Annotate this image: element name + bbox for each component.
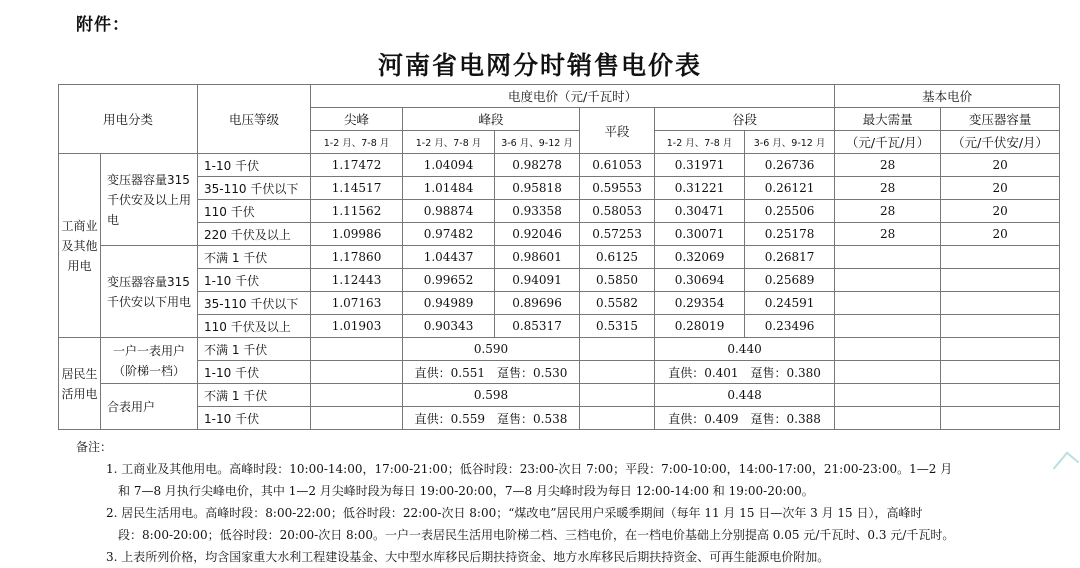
price-cell: 0.59553 bbox=[580, 177, 655, 200]
voltage-cell: 35-110 千伏以下 bbox=[198, 177, 311, 200]
header-max-demand-unit: （元/千瓦/月） bbox=[835, 131, 941, 154]
basic-price-cell: 20 bbox=[941, 177, 1060, 200]
basic-price-cell bbox=[835, 269, 941, 292]
header-energy-price: 电度电价（元/千瓦时） bbox=[311, 85, 835, 108]
price-cell: 0.31221 bbox=[655, 177, 745, 200]
price-cell: 0.29354 bbox=[655, 292, 745, 315]
basic-price-cell: 20 bbox=[941, 223, 1060, 246]
price-cell: 0.24591 bbox=[745, 292, 835, 315]
empty-cell bbox=[580, 361, 655, 384]
header-valley: 谷段 bbox=[655, 108, 835, 131]
resident-valley-price: 直供：0.401 趸售：0.380 bbox=[655, 361, 835, 384]
table-row bbox=[59, 223, 1060, 246]
group-resident: 居民生活用电 bbox=[59, 338, 101, 430]
voltage-cell: 1-10 千伏 bbox=[198, 154, 311, 177]
price-cell: 0.98601 bbox=[495, 246, 580, 269]
basic-price-cell: 28 bbox=[835, 200, 941, 223]
table-row bbox=[59, 338, 1060, 361]
price-cell: 1.11562 bbox=[311, 200, 403, 223]
group-large-transformer: 变压器容量315 千伏安及以上用电 bbox=[101, 154, 198, 246]
group-combined: 合表用户 bbox=[101, 384, 198, 430]
price-cell: 1.04437 bbox=[403, 246, 495, 269]
voltage-cell: 35-110 千伏以下 bbox=[198, 292, 311, 315]
voltage-cell: 不满 1 千伏 bbox=[198, 246, 311, 269]
empty-cell bbox=[311, 338, 403, 361]
voltage-cell: 1-10 千伏 bbox=[198, 407, 311, 430]
resident-valley-price: 0.440 bbox=[655, 338, 835, 361]
empty-cell bbox=[835, 384, 941, 407]
price-cell: 0.57253 bbox=[580, 223, 655, 246]
voltage-cell: 110 千伏 bbox=[198, 200, 311, 223]
price-cell: 0.93358 bbox=[495, 200, 580, 223]
price-cell: 0.61053 bbox=[580, 154, 655, 177]
basic-price-cell bbox=[941, 292, 1060, 315]
price-cell: 0.26121 bbox=[745, 177, 835, 200]
basic-price-cell: 28 bbox=[835, 177, 941, 200]
price-cell: 0.5315 bbox=[580, 315, 655, 338]
group-small-transformer: 变压器容量315 千伏安以下用电 bbox=[101, 246, 198, 338]
header-months-peak-other: 3-6 月、9-12 月 bbox=[495, 131, 580, 154]
voltage-cell: 1-10 千伏 bbox=[198, 361, 311, 384]
price-cell: 0.26817 bbox=[745, 246, 835, 269]
header-peak: 峰段 bbox=[403, 108, 580, 131]
note-2-continued: 段：8:00-20:00；低谷时段：20:00-次日 8:00。一户一表居民生活用电阶梯二档、三档电价，在一档电价基础上分别提高 0.05 元/千瓦时、0.3 元/千瓦时。 bbox=[118, 528, 955, 542]
table-row bbox=[59, 246, 1060, 269]
price-cell: 0.30071 bbox=[655, 223, 745, 246]
empty-cell bbox=[835, 361, 941, 384]
empty-cell bbox=[580, 407, 655, 430]
price-cell: 0.97482 bbox=[403, 223, 495, 246]
basic-price-cell bbox=[941, 269, 1060, 292]
empty-cell bbox=[580, 338, 655, 361]
note-1-continued: 和 7—8 月执行尖峰电价，其中 1—2 月尖峰时段为每日 19:00-20:00，7—8 月尖峰时段为每日 12:00-14:00 和 19:00-20:00。 bbox=[118, 484, 814, 498]
note-2: 2. 居民生活用电。高峰时段：8:00-22:00；低谷时段：22:00-次日 8:00；“煤改电”居民用户采暖季期间（每年 11 月 15 日—次年 3 月 15 日），高峰时 bbox=[106, 506, 923, 520]
header-sharp-peak: 尖峰 bbox=[311, 108, 403, 131]
table-row bbox=[59, 177, 1060, 200]
empty-cell bbox=[311, 384, 403, 407]
header-category: 用电分类 bbox=[59, 85, 198, 154]
table-row bbox=[59, 269, 1060, 292]
voltage-cell: 1-10 千伏 bbox=[198, 269, 311, 292]
basic-price-cell: 20 bbox=[941, 200, 1060, 223]
empty-cell bbox=[835, 407, 941, 430]
voltage-cell: 110 千伏及以上 bbox=[198, 315, 311, 338]
price-cell: 1.12443 bbox=[311, 269, 403, 292]
basic-price-cell bbox=[941, 246, 1060, 269]
header-basic-price: 基本电价 bbox=[835, 85, 1060, 108]
basic-price-cell bbox=[835, 315, 941, 338]
price-cell: 1.17860 bbox=[311, 246, 403, 269]
price-cell: 1.09986 bbox=[311, 223, 403, 246]
price-cell: 1.14517 bbox=[311, 177, 403, 200]
basic-price-cell bbox=[941, 315, 1060, 338]
voltage-cell: 220 千伏及以上 bbox=[198, 223, 311, 246]
price-cell: 0.98874 bbox=[403, 200, 495, 223]
resident-peak-price: 0.590 bbox=[403, 338, 580, 361]
price-cell: 0.25689 bbox=[745, 269, 835, 292]
header-voltage: 电压等级 bbox=[198, 85, 311, 154]
empty-cell bbox=[311, 407, 403, 430]
basic-price-cell bbox=[835, 292, 941, 315]
header-months-peak-summer: 1-2 月、7-8 月 bbox=[403, 131, 495, 154]
price-cell: 0.25178 bbox=[745, 223, 835, 246]
price-cell: 0.30471 bbox=[655, 200, 745, 223]
basic-price-cell bbox=[835, 246, 941, 269]
price-cell: 0.25506 bbox=[745, 200, 835, 223]
price-cell: 1.04094 bbox=[403, 154, 495, 177]
voltage-cell: 不满 1 千伏 bbox=[198, 384, 311, 407]
group-one-meter: 一户一表用户（阶梯一档） bbox=[101, 338, 198, 384]
empty-cell bbox=[941, 407, 1060, 430]
price-cell: 1.07163 bbox=[311, 292, 403, 315]
resident-peak-price: 直供：0.559 趸售：0.538 bbox=[403, 407, 580, 430]
group-industrial: 工商业及其他用电 bbox=[59, 154, 101, 338]
table-row bbox=[59, 200, 1060, 223]
price-cell: 0.6125 bbox=[580, 246, 655, 269]
price-cell: 0.28019 bbox=[655, 315, 745, 338]
price-cell: 0.85317 bbox=[495, 315, 580, 338]
table-row bbox=[59, 361, 1060, 384]
table-row bbox=[59, 292, 1060, 315]
empty-cell bbox=[311, 361, 403, 384]
price-cell: 1.17472 bbox=[311, 154, 403, 177]
header-transformer: 变压器容量 bbox=[941, 108, 1060, 131]
table-row bbox=[59, 407, 1060, 430]
price-cell: 0.30694 bbox=[655, 269, 745, 292]
header-flat: 平段 bbox=[580, 108, 655, 154]
price-cell: 0.58053 bbox=[580, 200, 655, 223]
empty-cell bbox=[941, 384, 1060, 407]
resident-valley-price: 0.448 bbox=[655, 384, 835, 407]
price-cell: 1.01484 bbox=[403, 177, 495, 200]
notes-label: 备注： bbox=[76, 440, 113, 454]
table-row bbox=[59, 384, 1060, 407]
price-cell: 1.01903 bbox=[311, 315, 403, 338]
price-cell: 0.90343 bbox=[403, 315, 495, 338]
empty-cell bbox=[941, 338, 1060, 361]
price-cell: 0.32069 bbox=[655, 246, 745, 269]
header-months-valley-summer: 1-2 月、7-8 月 bbox=[655, 131, 745, 154]
tariff-table bbox=[58, 84, 1060, 430]
price-cell: 0.31971 bbox=[655, 154, 745, 177]
header-months-valley-other: 3-6 月、9-12 月 bbox=[745, 131, 835, 154]
resident-peak-price: 直供：0.551 趸售：0.530 bbox=[403, 361, 580, 384]
price-cell: 0.89696 bbox=[495, 292, 580, 315]
price-cell: 0.23496 bbox=[745, 315, 835, 338]
basic-price-cell: 20 bbox=[941, 154, 1060, 177]
price-cell: 0.95818 bbox=[495, 177, 580, 200]
page-title: 河南省电网分时销售电价表 bbox=[377, 51, 702, 80]
note-3: 3. 上表所列价格，均含国家重大水利工程建设基金、大中型水库移民后期扶持资金、地方水库移民后期扶持资金、可再生能源电价附加。 bbox=[106, 550, 830, 564]
price-cell: 0.94989 bbox=[403, 292, 495, 315]
basic-price-cell: 28 bbox=[835, 154, 941, 177]
price-cell: 0.92046 bbox=[495, 223, 580, 246]
price-cell: 0.94091 bbox=[495, 269, 580, 292]
voltage-cell: 不满 1 千伏 bbox=[198, 338, 311, 361]
empty-cell bbox=[580, 384, 655, 407]
edge-mark bbox=[1053, 451, 1079, 478]
basic-price-cell: 28 bbox=[835, 223, 941, 246]
resident-peak-price: 0.598 bbox=[403, 384, 580, 407]
header-max-demand: 最大需量 bbox=[835, 108, 941, 131]
attachment-label: 附件： bbox=[76, 15, 130, 35]
empty-cell bbox=[941, 361, 1060, 384]
price-cell: 0.5850 bbox=[580, 269, 655, 292]
price-cell: 0.5582 bbox=[580, 292, 655, 315]
table-row bbox=[59, 315, 1060, 338]
note-1: 1. 工商业及其他用电。高峰时段：10:00-14:00，17:00-21:00；低谷时段：23:00-次日 7:00；平段：7:00-10:00，14:00-17:00，21:00-23:00。1—2 月 bbox=[106, 462, 953, 476]
header-months-sharp: 1-2 月、7-8 月 bbox=[311, 131, 403, 154]
resident-valley-price: 直供：0.409 趸售：0.388 bbox=[655, 407, 835, 430]
price-cell: 0.99652 bbox=[403, 269, 495, 292]
header-transformer-unit: （元/千伏安/月） bbox=[941, 131, 1060, 154]
table-row bbox=[59, 154, 1060, 177]
price-cell: 0.26736 bbox=[745, 154, 835, 177]
empty-cell bbox=[835, 338, 941, 361]
notes-section bbox=[76, 436, 1036, 568]
price-cell: 0.98278 bbox=[495, 154, 580, 177]
